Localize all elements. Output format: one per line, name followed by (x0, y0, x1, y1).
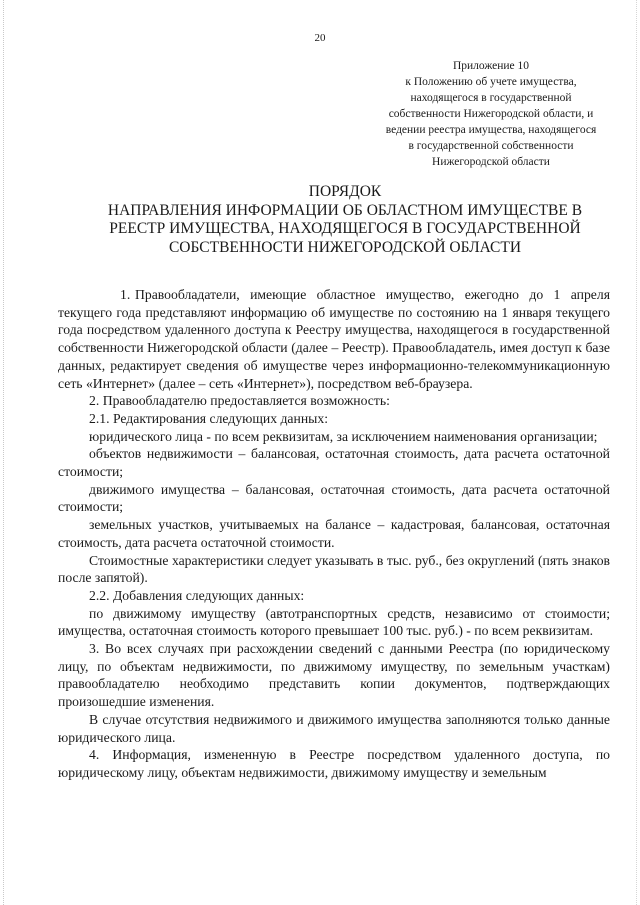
paragraph-real-estate: объектов недвижимости – балансовая, остаточная стоимость, дата расчета остаточной стоимости; (58, 446, 610, 480)
paragraph-1 (58, 286, 610, 392)
scan-left-edge (3, 0, 4, 905)
appendix-line: Приложение 10 (452, 60, 530, 72)
paragraph-2-2: 2.2. Добавления следующих данных: (89, 587, 305, 603)
paragraph-number: 1. (120, 287, 131, 302)
appendix-line: ведении реестра имущества, находящегося (385, 124, 597, 136)
appendix-line: Нижегородской области (432, 156, 550, 168)
appendix-line: собственности Нижегородской области, и (388, 108, 594, 120)
paragraph-land-plots: земельных участков, учитываемых на балансе – кадастровая, балансовая, остаточная стоимость, дата расчета остаточной стоимости. (58, 517, 610, 550)
appendix-line: находящегося в государственной (410, 92, 572, 104)
appendix-block (352, 58, 630, 170)
paragraph-movable-add: по движимому имуществу (автотранспортных средств, независимо от стоимости; имущества, остаточная стоимость которого превышает 100 тыс. руб.) - по всем реквизитам. (58, 605, 610, 639)
paragraph-4: 4. Информация, измененную в Реестре посредством удаленного доступа, по юридическому лицу, объектам недвижимости, движимому имуществу и земельным (58, 747, 610, 780)
heading-title: ПОРЯДОК (308, 183, 382, 200)
appendix-line: в государственной собственности (408, 140, 574, 152)
paragraph-cost-units: Стоимостные характеристики следует указывать в тыс. руб., без округлений (пять знаков после запятой). (58, 552, 610, 586)
appendix-line: к Положению об учете имущества, (405, 76, 577, 88)
paragraph-legal-entity: юридического лица - по всем реквизитам, за исключением наименования организации; (89, 428, 598, 444)
paragraph-2: 2. Правообладателю предоставляется возможность: (89, 393, 390, 409)
paragraph-no-property: В случае отсутствия недвижимого и движимого имущества заполняются только данные юридического лица. (58, 711, 610, 745)
heading-line: РЕЕСТР ИМУЩЕСТВА, НАХОДЯЩЕГОСЯ В ГОСУДАРСТВЕННОЙ (109, 220, 581, 237)
paragraph-3: 3. Во всех случаях при расхождении сведений с данными Реестра (по юридическому лицу, по объектам недвижимости, по движимому имуществу, по земельным участкам) правообладателю необходимо представить копии документов, подтверждающих произошедшие изменения. (58, 641, 610, 710)
heading-line: НАПРАВЛЕНИЯ ИНФОРМАЦИИ ОБ ОБЛАСТНОМ ИМУЩЕСТВЕ В (107, 201, 583, 219)
paragraph-text: Правообладатели, имеющие областное имущество, ежегодно до 1 апреля текущего года представляют информацию об имуществе по состоянию на 1 января текущего года посредством удаленного доступа к Реестру имущества, находящегося в государственной собственности Нижегородской области (далее – Реестр). Правообладатель, имея доступ к базе данных, редактирует сведения об имуществе через информационно-телекоммуникационную сеть «Интернет» (далее – сеть «Интернет»), посредством веб-браузера. (58, 287, 610, 391)
document-body (58, 286, 610, 782)
scan-right-edge (636, 0, 637, 905)
page-number: 20 (314, 32, 326, 44)
paragraph-movable-property: движимого имущества – балансовая, остаточная стоимость, дата расчета остаточной стоимости; (58, 481, 610, 515)
document-heading (95, 183, 595, 257)
heading-line: СОБСТВЕННОСТИ НИЖЕГОРОДСКОЙ ОБЛАСТИ (168, 238, 522, 256)
paragraph-2-1: 2.1. Редактирования следующих данных: (89, 410, 329, 426)
